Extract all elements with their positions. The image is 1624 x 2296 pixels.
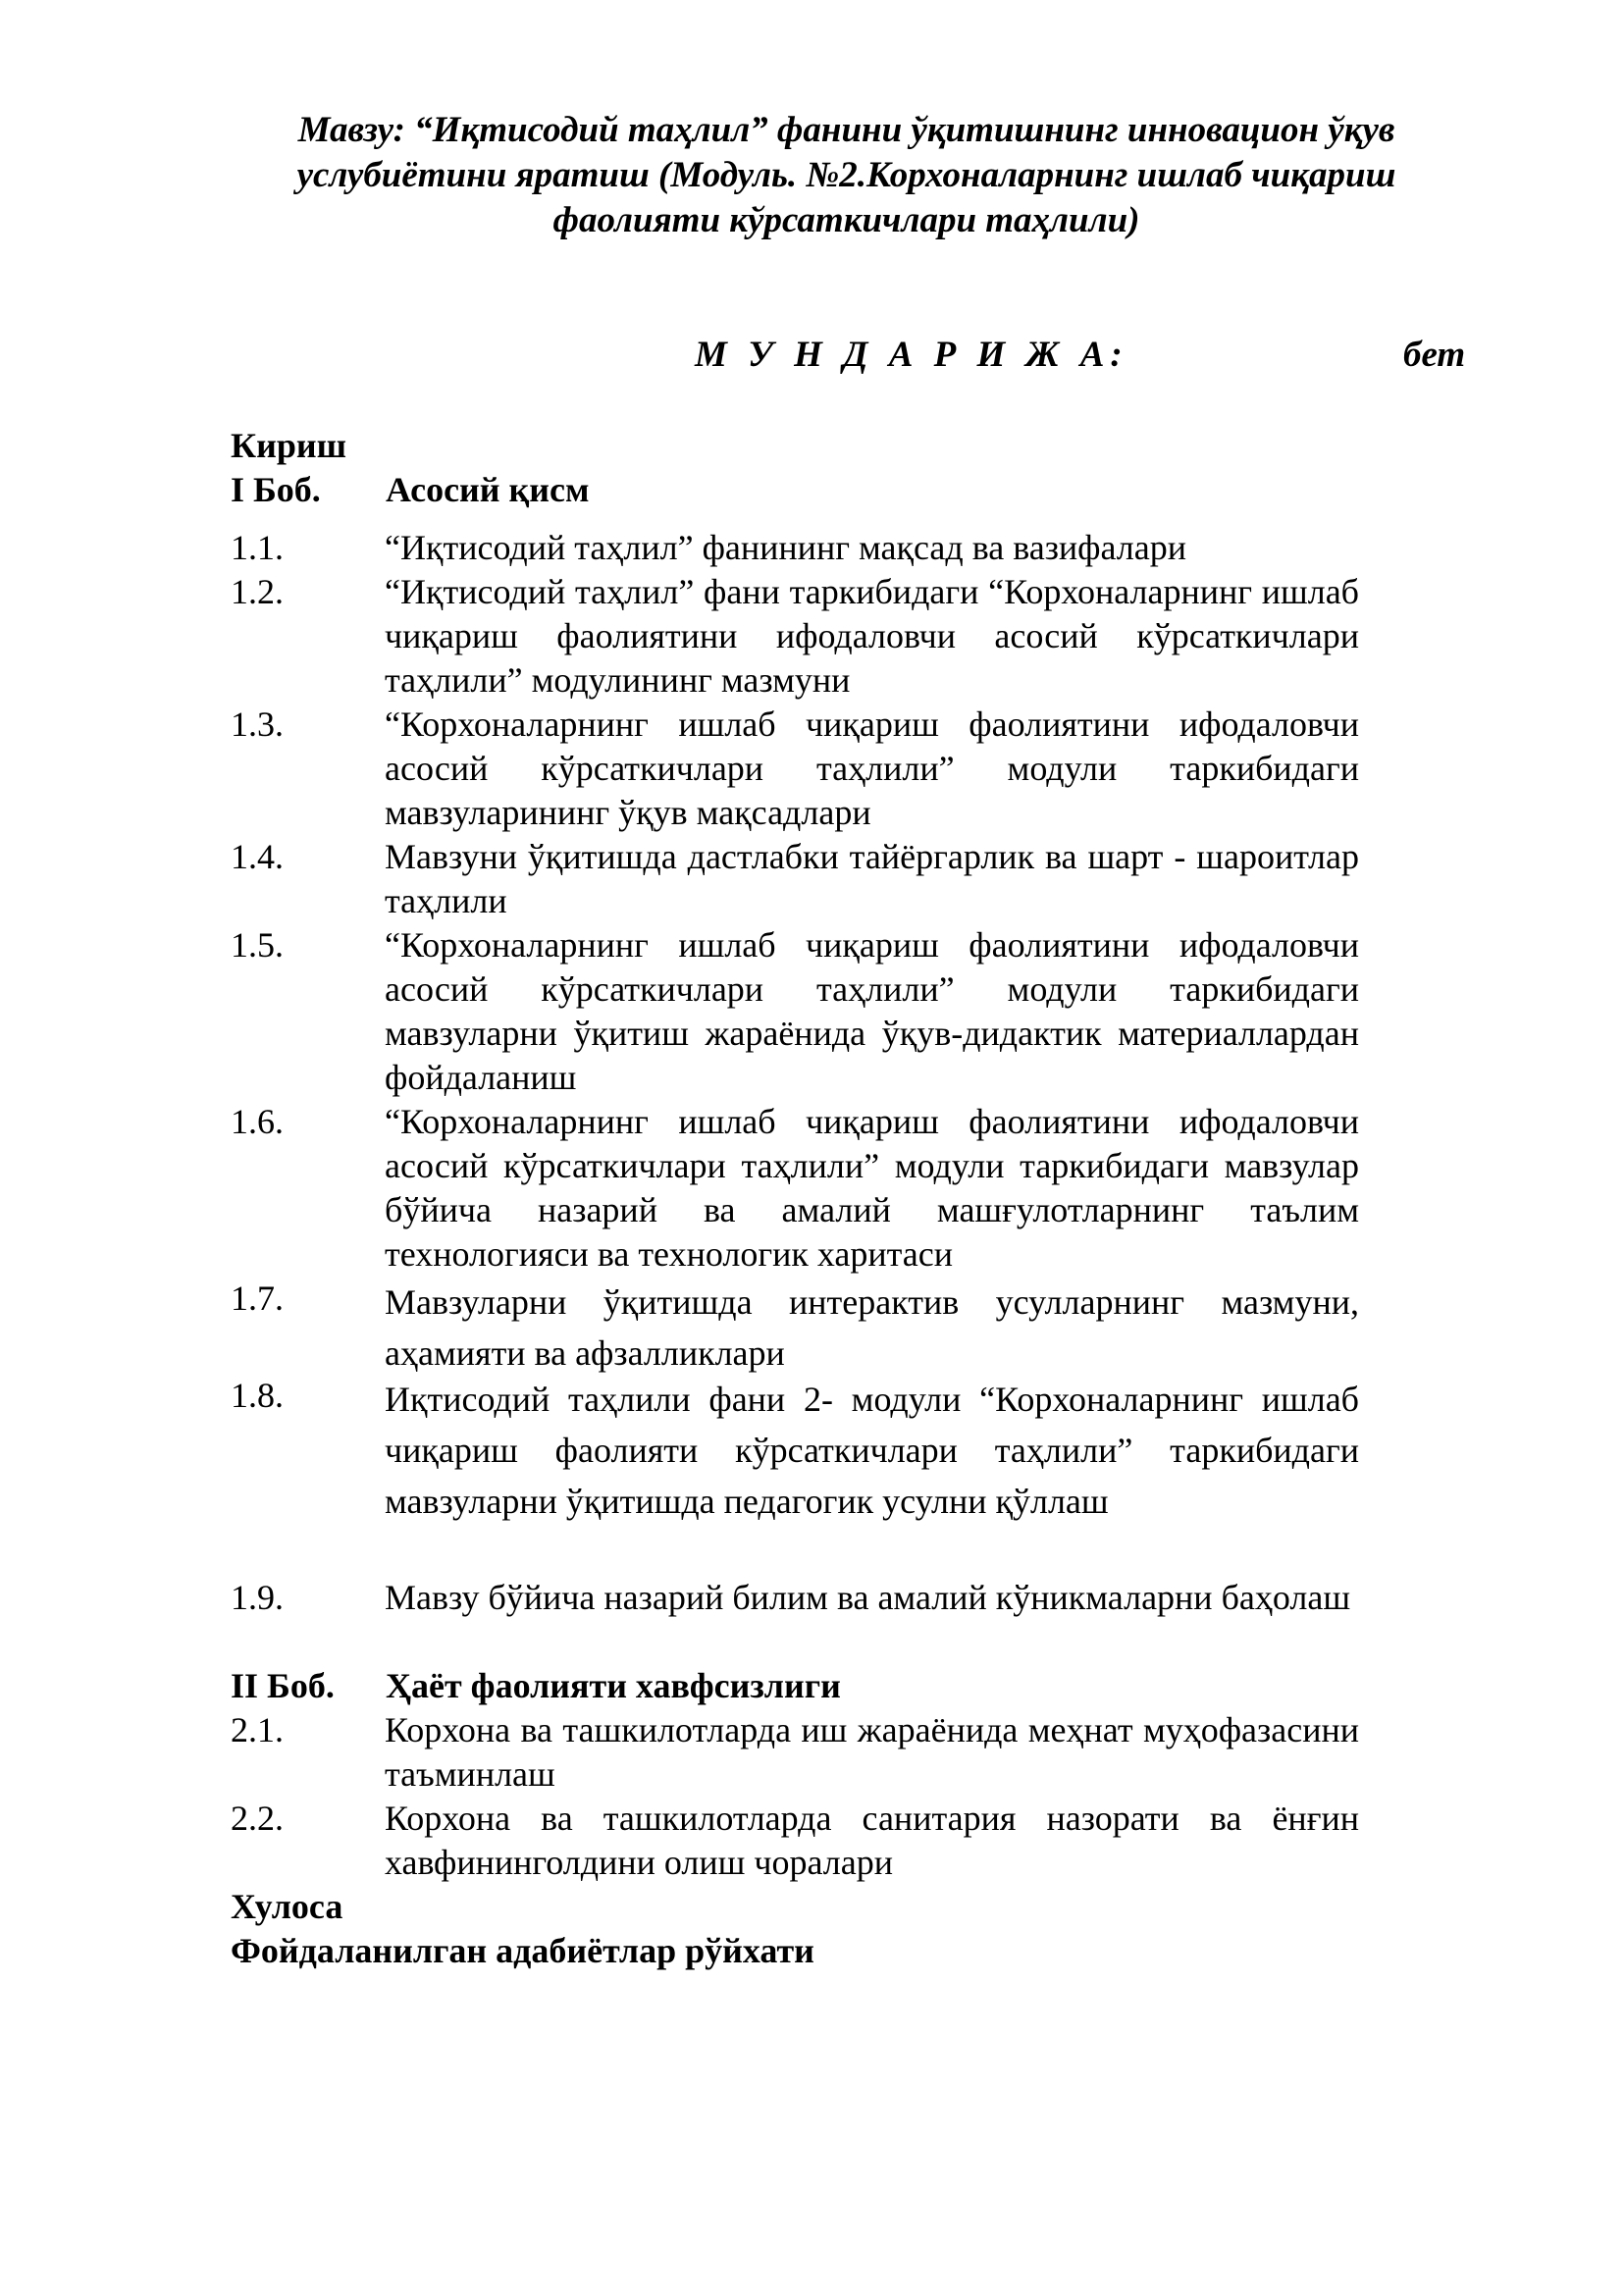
toc-entry-2-1 [231, 1708, 1359, 1797]
entry-number: 1.6. [231, 1102, 284, 1141]
entry-number: 1.4. [231, 837, 284, 876]
chapter-2-title: Ҳаёт фаолияти хавфсизлиги [386, 1666, 841, 1705]
toc-entry-1-7 [231, 1277, 1359, 1379]
toc-entry-1-8 [231, 1374, 1359, 1527]
chapter-1-label: I Боб. [231, 470, 321, 509]
toc-entry-1-3 [231, 703, 1359, 835]
entry-number: 1.9. [231, 1578, 284, 1617]
entry-text: “Корхоналарнинг ишлаб чиқариш фаолиятини ифодаловчи асосий кўрсаткичлари таҳлили” модули таркибидаги мавзулар бўйича назарий ва амалий машғулотларнинг таълим технологияси ва технологик харитаси [385, 1102, 1359, 1274]
entry-number: 1.8. [231, 1376, 284, 1415]
document-title [226, 108, 1467, 243]
entry-number: 2.1. [231, 1710, 284, 1749]
entry-number: 2.2. [231, 1799, 284, 1838]
toc-page-label: бет [1403, 335, 1466, 375]
entry-number: 1.2. [231, 572, 284, 611]
toc-entry-1-2 [231, 570, 1359, 703]
entry-number: 1.1. [231, 528, 284, 567]
entry-text: Мавзуларни ўқитишда интерактив усулларнинг мазмуни, аҳамияти ва афзалликлари [385, 1282, 1359, 1373]
title-line-3: фаолияти кўрсаткичлари таҳлили) [552, 200, 1140, 240]
toc-references: Фойдаланилган адабиётлар рўйхати [231, 1931, 814, 1970]
toc-entry-1-5 [231, 923, 1359, 1100]
entry-number: 1.3. [231, 704, 284, 744]
title-line-1: Мавзу: “Иқтисодий таҳлил” фанини ўқитишнинг инновацион ўқув [297, 110, 1395, 150]
toc-intro: Кириш [231, 426, 347, 465]
toc-entry-1-4 [231, 835, 1359, 923]
entry-number: 1.5. [231, 925, 284, 965]
entry-text: Корхона ва ташкилотларда иш жараёнида меҳнат муҳофазасини таъминлаш [385, 1710, 1359, 1794]
entry-text: Мавзу бўйича назарий билим ва амалий кўникмаларни баҳолаш [385, 1578, 1351, 1617]
title-line-2: услубиётини яратиш (Модуль. №2.Корхоналарнинг ишлаб чиқариш [296, 155, 1396, 195]
entry-text: Иқтисодий таҳлили фани 2- модули “Корхоналарнинг ишлаб чиқариш фаолияти кўрсаткичлари таҳлили” таркибидаги мавзуларни ўқитишда педагогик усулни қўллаш [385, 1380, 1359, 1521]
entry-text: “Иқтисодий таҳлил” фани таркибидаги “Корхоналарнинг ишлаб чиқариш фаолиятини ифодаловчи асосий кўрсаткичлари таҳлили” модулининг мазмуни [385, 572, 1359, 700]
toc-heading-row [0, 334, 1624, 379]
toc-conclusion: Хулоса [231, 1887, 343, 1926]
entry-text: “Корхоналарнинг ишлаб чиқариш фаолиятини ифодаловчи асосий кўрсаткичлари таҳлили” модули таркибидаги мавзуларининг ўқув мақсадлари [385, 704, 1359, 832]
chapter-2-label: II Боб. [231, 1666, 335, 1705]
entry-text: “Иқтисодий таҳлил” фанининг мақсад ва вазифалари [385, 528, 1187, 567]
toc-heading: М У Н Д А Р И Ж А: [695, 335, 1128, 375]
entry-text: Мавзуни ўқитишда дастлабки тайёргарлик ва шарт - шароитлар таҳлили [385, 837, 1359, 920]
entry-text: “Корхоналарнинг ишлаб чиқариш фаолиятини ифодаловчи асосий кўрсаткичлари таҳлили” модули таркибидаги мавзуларни ўқитиш жараёнида ўқув-дидактик материаллардан фойдаланиш [385, 925, 1359, 1097]
toc-entry-1-9 [231, 1576, 1359, 1620]
entry-number: 1.7. [231, 1278, 284, 1318]
toc-entry-2-2 [231, 1797, 1359, 1885]
toc-entry-1-1 [231, 526, 1359, 570]
toc-entry-1-6 [231, 1100, 1359, 1277]
entry-text: Корхона ва ташкилотларда санитария назорати ва ёнғин хавфининголдини олиш чоралари [385, 1799, 1359, 1882]
chapter-1-title: Асосий қисм [386, 470, 590, 509]
